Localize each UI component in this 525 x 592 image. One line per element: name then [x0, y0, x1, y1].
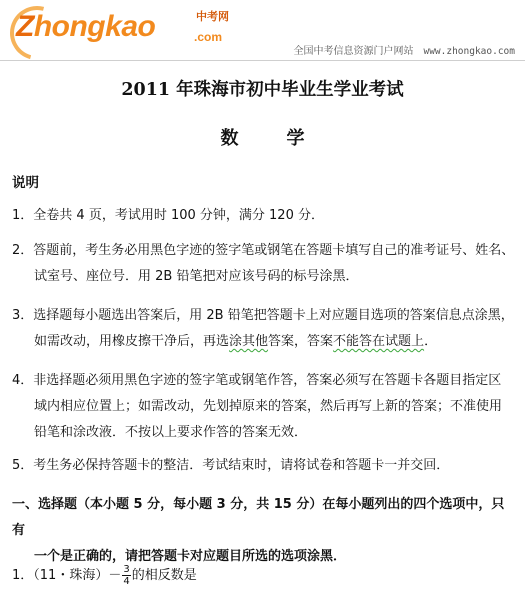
instruction-item-1 — [12, 203, 515, 229]
fraction-denominator: 4 — [123, 576, 130, 587]
minus-sign: － — [108, 568, 122, 583]
instruction-item-4 — [12, 368, 515, 446]
site-url: www.zhongkao.com — [423, 46, 515, 57]
subject-char-2: 学 — [286, 128, 305, 149]
item-text-continued: 铅笔和涂改液．不按以上要求作答的答案无效． — [34, 425, 308, 440]
item-text: 答题前，考生务必用黑色字迹的签字笔或钢笔在答题卡填写自己的准考证号、姓名、 — [33, 243, 515, 258]
instructions-heading: 说明 — [12, 175, 39, 191]
item-number: 3． — [12, 308, 34, 323]
subject-char-1: 数 — [220, 128, 239, 149]
site-header — [0, 0, 525, 64]
instruction-item-3 — [12, 303, 515, 355]
subject-heading — [0, 124, 525, 150]
site-logo[interactable]: Zhongkao — [16, 10, 156, 43]
item-text-continued: 域内相应位置上；如需改动，先划掉原来的答案，然后再写上新的答案；不准使用 — [34, 399, 503, 414]
question-text: 的相反数是 — [131, 568, 197, 583]
instruction-item-5 — [12, 453, 515, 479]
fraction-numerator: 3 — [123, 564, 130, 575]
question-source: （11・珠海） — [33, 568, 109, 583]
item-text: 非选择题必须用黑色字迹的签字笔或钢笔作答，答案必须写在答题卡各题目指定区 — [33, 373, 502, 388]
item-text: 选择题每小题选出答案后，用 2B 铅笔把答题卡上对应题目选项的答案信息点涂黑， — [33, 308, 514, 323]
exam-title: 2011 年珠海市初中毕业生学业考试 — [121, 80, 404, 100]
item-text: 全卷共 4 页，考试用时 100 分钟，满分 120 分． — [33, 208, 324, 223]
instruction-item-2 — [12, 238, 515, 290]
fraction — [122, 564, 130, 587]
logo-domain-suffix: .com — [194, 30, 223, 44]
question-1 — [12, 564, 197, 587]
item-number: 2． — [12, 243, 34, 258]
item-number: 4． — [12, 373, 34, 388]
item-number: 1． — [12, 208, 34, 223]
part-one-heading: 一、选择题（本小题 5 分，每小题 3 分，共 15 分）在每小题列出的四个选项中，只有 一个是正确的，请把答题卡对应题目所选的选项涂黑． — [12, 497, 505, 564]
item-text-continued: 如需改动，用橡皮擦干净后，再选涂其他答案，答案不能答在试题上． — [34, 334, 438, 349]
item-number: 5． — [12, 458, 34, 473]
spellcheck-underline: 不能答在试题上 — [333, 334, 425, 349]
site-tagline — [293, 42, 515, 57]
item-text: 考生务必保持答题卡的整洁．考试结束时，请将试卷和答题卡一并交回． — [33, 458, 450, 473]
question-number: 1． — [12, 568, 34, 583]
tagline-text: 全国中考信息资源门户网站 — [293, 46, 414, 57]
header-divider — [0, 60, 525, 61]
spellcheck-underline: 涂其他 — [229, 334, 269, 349]
item-text-continued: 试室号、座位号．用 2B 铅笔把对应该号码的标号涂黑． — [34, 269, 359, 284]
logo-chinese-text: 中考网 — [196, 10, 229, 23]
